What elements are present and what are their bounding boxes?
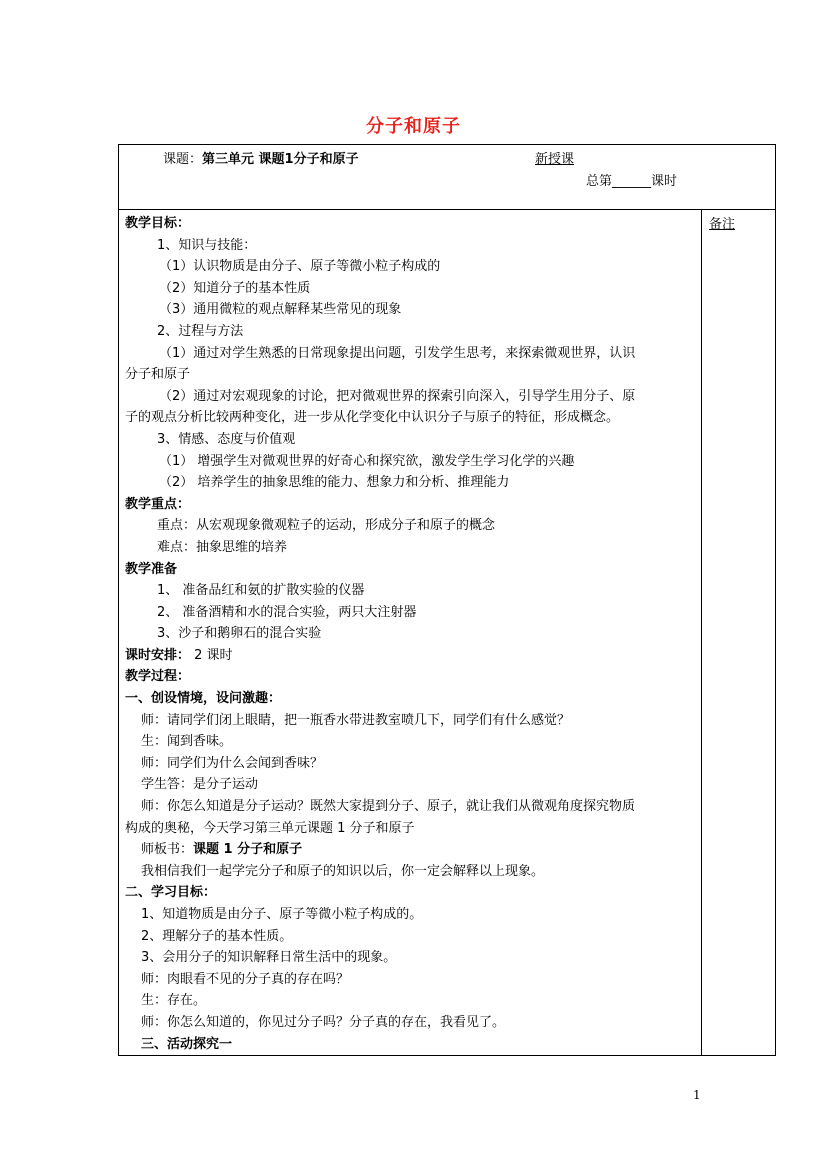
objective-item: （1）通过对学生熟悉的日常现象提出问题，引发学生思考，来探索微观世界，认识 <box>159 345 636 361</box>
objective-item: （1） 增强学生对微观世界的好奇心和探究欲，激发学生学习化学的兴趣 <box>159 453 575 469</box>
page-number: 1 <box>693 1088 701 1102</box>
dialogue-line: 生：存在。 <box>141 993 207 1009</box>
step-heading-1: 一、创设情境，设问激趣： <box>125 691 282 707</box>
goal-item: 3、会用分子的知识解释日常生活中的现象。 <box>141 950 397 966</box>
objective-item: （2） 培养学生的抽象思维的能力、想象力和分析、推理能力 <box>159 475 510 491</box>
schedule-label: 课时安排： <box>125 647 191 663</box>
dialogue-line: 生：闻到香味。 <box>141 734 233 750</box>
subheading-knowledge: 1、知识与技能： <box>157 237 257 253</box>
goal-item: 2、理解分子的基本性质。 <box>141 928 293 944</box>
lesson-type: 新授课 <box>535 152 575 167</box>
dialogue-line: 师：你怎么知道是分子运动？既然大家提到分子、原子，就让我们从微观角度探究物质 <box>141 799 636 815</box>
column-divider <box>701 209 702 1055</box>
dialogue-line: 学生答：是分子运动 <box>141 777 259 793</box>
dialogue-line: 我相信我们一起学完分子和原子的知识以后，你一定会解释以上现象。 <box>141 863 545 879</box>
section-heading-key-points: 教学重点： <box>125 496 191 512</box>
objective-item: （3）通用微粒的观点解释某些常见的现象 <box>159 302 402 318</box>
dialogue-line: 师：肉眼看不见的分子真的存在吗？ <box>141 971 350 987</box>
board-writing-label: 师板书： <box>141 842 194 858</box>
objective-item-cont: 分子和原子 <box>125 367 191 383</box>
remark-heading: 备注 <box>709 217 736 232</box>
step-heading-3: 三、活动探究一 <box>141 1036 233 1052</box>
goal-item: 1、知道物质是由分子、原子等微小粒子构成的。 <box>141 907 423 922</box>
board-writing-title: 课题 1 分子和原子 <box>193 842 303 858</box>
dialogue-line: 师：同学们为什么会闻到香味？ <box>141 755 324 771</box>
board-writing-line <box>125 839 697 861</box>
course-label: 课题： <box>163 152 203 167</box>
subheading-process: 2、过程与方法 <box>157 323 244 339</box>
dialogue-line: 师：你怎么知道的，你见过分子吗？分子真的存在，我看见了。 <box>141 1014 506 1030</box>
section-heading-objectives: 教学目标： <box>125 216 191 231</box>
difficult-point: 难点：抽象思维的培养 <box>157 539 288 555</box>
schedule-value: 2 课时 <box>190 647 233 663</box>
dialogue-line-cont: 构成的奥秘，今天学习第三单元课题 1 分子和原子 <box>125 820 415 836</box>
schedule-line <box>125 645 697 667</box>
dialogue-line: 师：请同学们闭上眼睛，把一瓶香水带进教室喷几下，同学们有什么感觉？ <box>141 712 571 728</box>
document-title: 分子和原子 <box>366 116 461 137</box>
section-heading-process: 教学过程： <box>125 669 191 685</box>
preparation-item: 1、 准备品红和氨的扩散实验的仪器 <box>157 583 365 599</box>
step-heading-2: 二、学习目标： <box>125 885 217 901</box>
objective-item-cont: 子的观点分析比较两种变化，进一步从化学变化中认识分子与原子的特征，形成概念。 <box>125 410 620 426</box>
total-periods: 总第______课时 <box>586 174 678 189</box>
preparation-item: 2、 准备酒精和水的混合实验，两只大注射器 <box>157 604 417 620</box>
lesson-plan-table <box>118 144 776 1056</box>
lesson-content <box>125 213 697 1055</box>
header-row <box>119 145 775 210</box>
key-point: 重点：从宏观现象微观粒子的运动，形成分子和原子的概念 <box>157 518 496 534</box>
objective-item: （2）通过对宏观现象的讨论，把对微观世界的探索引向深入，引导学生用分子、原 <box>159 388 636 404</box>
objective-item: （1）认识物质是由分子、原子等微小粒子构成的 <box>159 259 441 275</box>
course-heading <box>163 148 359 167</box>
section-heading-preparation: 教学准备 <box>125 561 178 577</box>
course-title: 第三单元 课题1分子和原子 <box>202 152 359 167</box>
preparation-item: 3、沙子和鹅卵石的混合实验 <box>157 626 322 642</box>
subheading-attitude: 3、情感、态度与价值观 <box>157 431 296 447</box>
objective-item: （2）知道分子的基本性质 <box>159 280 311 296</box>
